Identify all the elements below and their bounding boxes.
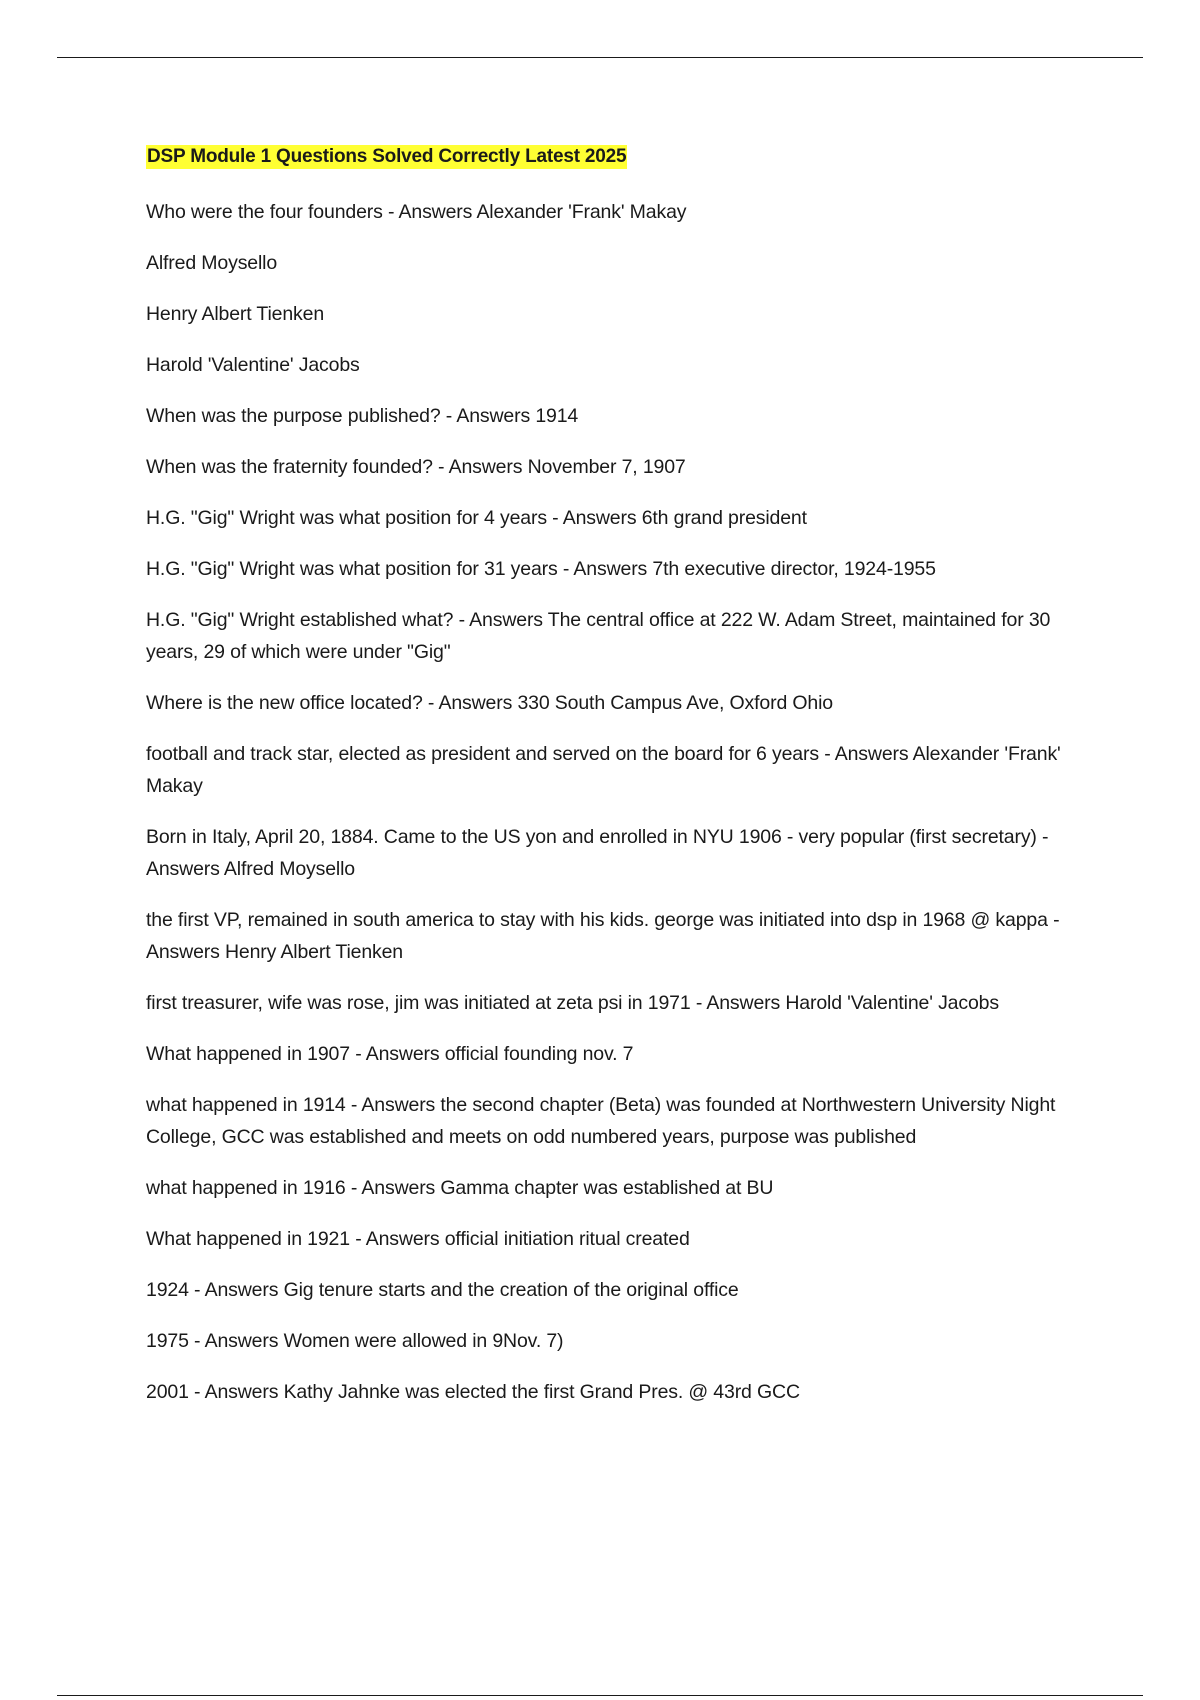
paragraph: what happened in 1914 - Answers the second chapter (Beta) was founded at Northwestern University Night College, GCC was established and meets on odd numbered years, purpose was published: [146, 1094, 1056, 1148]
paragraph: the first VP, remained in south america to stay with his kids. george was initiated into dsp in 1968 @ kappa - Answers Henry Albert Tienken: [146, 909, 1060, 963]
paragraph: H.G. "Gig" Wright was what position for 31 years - Answers 7th executive director, 1924-1955: [146, 558, 936, 580]
paragraph: 2001 - Answers Kathy Jahnke was elected the first Grand Pres. @ 43rd GCC: [146, 1381, 800, 1403]
paragraph: What happened in 1921 - Answers official initiation ritual created: [146, 1228, 690, 1250]
paragraph: 1924 - Answers Gig tenure starts and the creation of the original office: [146, 1279, 739, 1301]
document-body: [146, 145, 1091, 1427]
paragraph: What happened in 1907 - Answers official founding nov. 7: [146, 1043, 634, 1065]
paragraph: what happened in 1916 - Answers Gamma chapter was established at BU: [146, 1177, 774, 1199]
paragraph: Where is the new office located? - Answers 330 South Campus Ave, Oxford Ohio: [146, 692, 834, 714]
paragraph: When was the fraternity founded? - Answers November 7, 1907: [146, 456, 686, 478]
paragraph: football and track star, elected as president and served on the board for 6 years - Answers Alexander 'Frank' Makay: [146, 743, 1061, 797]
paragraph: first treasurer, wife was rose, jim was initiated at zeta psi in 1971 - Answers Harold 'Valentine' Jacobs: [146, 992, 999, 1014]
paragraph: Henry Albert Tienken: [146, 303, 325, 325]
document-title: DSP Module 1 Questions Solved Correctly Latest 2025: [147, 146, 627, 167]
paragraph: Born in Italy, April 20, 1884. Came to the US yon and enrolled in NYU 1906 - very popular (first secretary) - Answers Alfred Moysello: [146, 826, 1049, 880]
bottom-rule: [57, 1695, 1143, 1696]
top-rule: [57, 57, 1143, 58]
paragraph: Alfred Moysello: [146, 252, 278, 274]
paragraph: H.G. "Gig" Wright was what position for 4 years - Answers 6th grand president: [146, 507, 807, 529]
paragraph: Who were the four founders - Answers Alexander 'Frank' Makay: [146, 201, 687, 223]
paragraph: When was the purpose published? - Answers 1914: [146, 405, 579, 427]
paragraph: H.G. "Gig" Wright established what? - Answers The central office at 222 W. Adam Street, maintained for 30 years, 29 of which were under "Gig": [146, 609, 1051, 663]
paragraph: Harold 'Valentine' Jacobs: [146, 354, 360, 376]
paragraph: 1975 - Answers Women were allowed in 9Nov. 7): [146, 1330, 564, 1352]
